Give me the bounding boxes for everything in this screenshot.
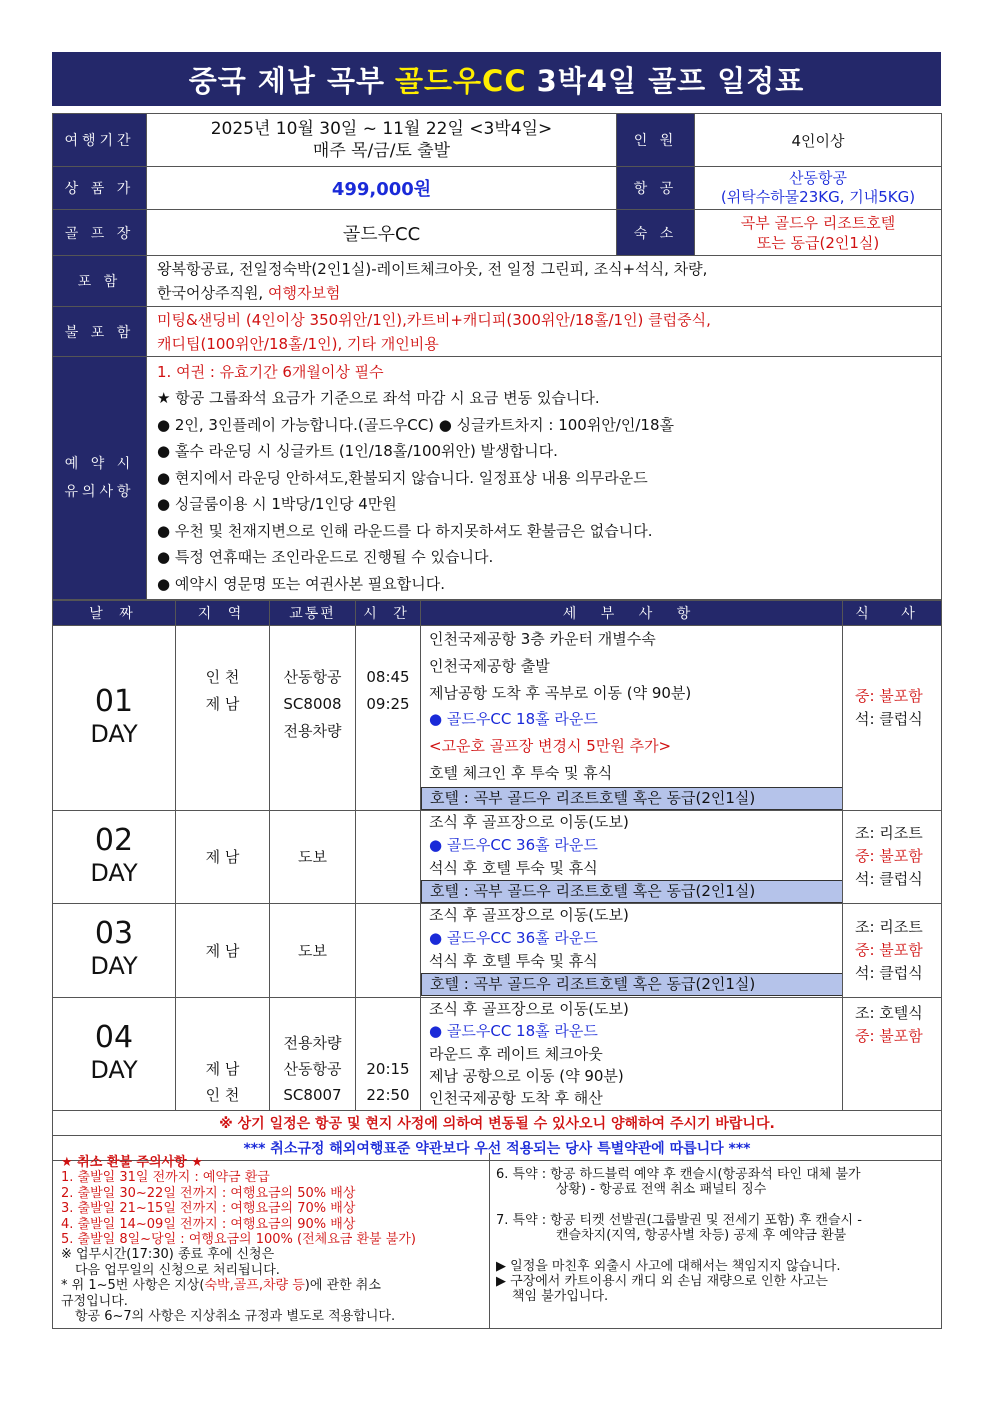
golf-round-text: 골드우CC 36홀 라운드 — [446, 928, 598, 947]
period-label: 여행기간 — [53, 114, 147, 167]
period-line2: 매주 목/금/토 출발 — [312, 141, 451, 161]
header-transport: 교통편 — [270, 601, 356, 626]
meal-item: 석: 클럽식 — [855, 963, 923, 982]
hours-note: 다음 업무일의 신청으로 처리됩니다. — [75, 1262, 280, 1278]
region-item: 인 천 — [205, 1085, 240, 1104]
region-item: 제 남 — [205, 694, 240, 713]
period-line1: 2025년 10월 30일 ~ 11월 22일 <3박4일> — [210, 119, 553, 139]
note-item: ● 예약시 영문명 또는 여권사본 필요합니다. — [157, 574, 446, 593]
note-item: ★ 항공 그룹좌석 요금가 기준으로 좌석 마감 시 요금 변동 있습니다. — [157, 389, 600, 408]
day-num: 04 — [94, 1019, 134, 1055]
day-row-3 — [53, 903, 942, 997]
transport-item: 산동항공 — [283, 667, 342, 686]
bullet-icon: ● — [429, 710, 443, 729]
day1-transport — [270, 626, 356, 811]
exclude-line1: 미팅&샌딩비 (4인이상 350위안/1인),카트비+캐디피(300위안/18홀/1인) 클럽중식, — [157, 310, 711, 329]
day2-details — [421, 810, 843, 903]
day2-time — [356, 810, 421, 903]
meal-item: 중: 불포함 — [855, 847, 923, 866]
day-num: 03 — [94, 916, 134, 952]
meal-item: 조: 리조트 — [855, 917, 923, 936]
transport-item: 전용차량 — [283, 1033, 342, 1052]
schedule-table — [52, 600, 942, 1161]
schedule-change-notice: ※ 상기 일정은 항공 및 현지 사정에 의하여 변동될 수 있사오니 양해하여 주시기 바랍니다. — [53, 1110, 942, 1135]
cancel-item: 4. 출발일 14~09일 전까지 : 여행요금의 90% 배상 — [61, 1216, 356, 1232]
note-item: ● 홀수 라운딩 시 싱글카트 (1인/18홀/100위안) 발생합니다. — [157, 442, 558, 461]
meal-item: 석: 클럽식 — [855, 709, 923, 728]
golf-round — [421, 706, 842, 733]
meal-item: 조: 리조트 — [855, 824, 923, 843]
day1-meals — [843, 626, 942, 811]
header-meals: 식 사 — [843, 601, 942, 626]
region-item: 인 천 — [205, 667, 240, 686]
day-number-2 — [53, 810, 176, 903]
detail-line: 제남 공항으로 이동 (약 90분) — [429, 1067, 624, 1085]
ground-note — [61, 1278, 491, 1293]
golf-round-text: 골드우CC 18홀 라운드 — [446, 1022, 598, 1041]
day-number-4 — [53, 997, 176, 1110]
golf-round-text: 골드우CC 36홀 라운드 — [446, 835, 598, 854]
golf-round — [421, 834, 842, 857]
notes-label — [53, 357, 147, 600]
ground-note-d: 항공 6~7의 사항은 지상취소 규정과 별도로 적용합니다. — [75, 1309, 396, 1325]
day3-time — [356, 903, 421, 997]
exclude-value — [147, 307, 942, 357]
note-item: 1. 여권 : 유효기간 6개월이상 필수 — [157, 362, 384, 381]
golf-round-text: 골드우CC 18홀 라운드 — [446, 710, 598, 729]
notes-label-line2: 유의사항 — [64, 484, 135, 500]
day3-meals — [843, 903, 942, 997]
bullet-icon: ● — [429, 928, 443, 947]
include-insurance: 여행자보험 — [267, 284, 341, 302]
day-unit: DAY — [90, 1055, 138, 1084]
title-pre: 중국 제남 곡부 — [188, 63, 385, 98]
bullet-icon: ● — [429, 1022, 443, 1041]
day3-details — [421, 903, 843, 997]
cancellation-rules — [61, 1155, 491, 1324]
meal-item: 석: 클럽식 — [855, 870, 923, 889]
day2-transport: 도보 — [270, 810, 356, 903]
period-value — [147, 114, 617, 167]
cancel-item: 1. 출발일 31일 전까지 : 예약금 환급 — [61, 1170, 270, 1186]
day4-transport — [270, 997, 356, 1110]
day2-region: 제 남 — [176, 810, 270, 903]
note-item: ● 현지에서 라운딩 안하셔도,환불되지 않습니다. 일정표상 내용 의무라운드 — [157, 468, 648, 487]
airline-line2: (위탁수하물23KG, 기내5KG) — [720, 188, 916, 206]
note-item: ● 2인, 3인플레이 가능합니다.(골드우CC) ● 싱글카트차지 : 100위안/인/18홀 — [157, 415, 674, 434]
detail-line: 석식 후 호텔 투숙 및 휴식 — [429, 858, 598, 877]
include-line2 — [157, 281, 941, 305]
header-time: 시 간 — [356, 601, 421, 626]
cancel-policy-notice: *** 취소규정 해외여행표준 약관보다 우선 적용되는 당사 특별약관에 따릅니다 *** — [53, 1135, 942, 1160]
price-value: 499,000원 — [147, 167, 617, 210]
term-7: 7. 특약 : 항공 티켓 선발권(그룹발권 및 전세기 포함) 후 캔슬시 - — [496, 1212, 862, 1228]
hotel-value — [695, 210, 942, 256]
detail-line: 라운드 후 레이트 체크아웃 — [429, 1044, 603, 1063]
golf-round — [421, 927, 842, 950]
people-label: 인 원 — [617, 114, 695, 167]
cancel-item: 5. 출발일 8일~당일 : 여행요금의 100% (전체요금 환불 불가) — [61, 1232, 416, 1248]
transport-item: 산동항공 — [283, 1059, 342, 1078]
day-num: 01 — [94, 683, 134, 719]
time-item: 08:45 — [366, 667, 410, 686]
day-number-3 — [53, 903, 176, 997]
day-row-1 — [53, 626, 942, 811]
detail-line: 석식 후 호텔 투숙 및 휴식 — [429, 951, 598, 970]
day4-details — [421, 997, 843, 1110]
exclude-line2: 캐디팁(100위안/18홀/1인), 기타 개인비용 — [157, 334, 439, 353]
day4-region — [176, 997, 270, 1110]
exclude-label: 불 포 함 — [53, 307, 147, 357]
time-item: 09:25 — [366, 694, 410, 713]
bullet-icon: ● — [429, 835, 443, 854]
detail-line: 제남공항 도착 후 곡부로 이동 (약 90분) — [429, 683, 692, 702]
price-label: 상 품 가 — [53, 167, 147, 210]
note-item: ● 우천 및 천재지변으로 인해 라운드를 다 하지못하셔도 환불금은 없습니다. — [157, 521, 653, 540]
include-line2-text: 한국어상주직원, — [157, 284, 268, 302]
day1-details — [421, 626, 843, 811]
meal-item: 중: 불포함 — [855, 1026, 923, 1045]
header-region: 지 역 — [176, 601, 270, 626]
day3-region: 제 남 — [176, 903, 270, 997]
transport-item: SC8008 — [283, 694, 342, 713]
golf-value: 골드우CC — [147, 210, 617, 256]
day-row-2 — [53, 810, 942, 903]
note-item: ● 특정 연휴때는 조인라운드로 진행될 수 있습니다. — [157, 548, 494, 567]
detail-line: 인천국제공항 출발 — [429, 656, 550, 675]
include-line1: 왕복항공료, 전일정숙박(2인1실)-레이트체크아웃, 전 일정 그린피, 조식+석식, 차량, — [157, 260, 708, 278]
golf-round — [421, 1020, 842, 1042]
day-unit: DAY — [90, 719, 138, 748]
airline-label: 항 공 — [617, 167, 695, 210]
detail-line: 조식 후 골프장으로 이동(도보) — [429, 999, 629, 1018]
hotel-bar: 호텔 : 곡부 골드우 리조트호텔 혹은 동급(2인1실) — [421, 973, 843, 996]
day3-transport: 도보 — [270, 903, 356, 997]
title-banner — [52, 52, 941, 106]
detail-line: 조식 후 골프장으로 이동(도보) — [429, 812, 629, 831]
hotel-line2: 또는 동급(2인1실) — [756, 233, 880, 252]
info-table — [52, 113, 942, 600]
transport-item: SC8007 — [283, 1085, 342, 1104]
day2-meals — [843, 810, 942, 903]
hotel-line1: 곡부 골드우 리조트호텔 — [740, 213, 896, 232]
notes-label-line1: 예 약 시 — [64, 456, 135, 472]
meal-item: 중: 불포함 — [855, 686, 923, 705]
term-9: ▶ 구장에서 카트이용시 캐디 외 손님 재량으로 인한 사고는 — [496, 1274, 828, 1290]
detail-line: 호텔 체크인 후 투숙 및 휴식 — [429, 763, 613, 782]
day-num: 02 — [94, 822, 134, 858]
ground-note-c: 규정입니다. — [61, 1293, 128, 1309]
hotel-label: 숙 소 — [617, 210, 695, 256]
transport-item: 전용차량 — [283, 721, 342, 740]
time-item: 22:50 — [366, 1085, 410, 1104]
region-item: 제 남 — [205, 1059, 240, 1078]
day4-time — [356, 997, 421, 1110]
day-unit: DAY — [90, 858, 138, 887]
people-value: 4인이상 — [695, 114, 942, 167]
schedule-header — [53, 601, 942, 626]
hotel-bar: 호텔 : 곡부 골드우 리조트호텔 혹은 동급(2인1실) — [421, 787, 843, 810]
include-label: 포 함 — [53, 256, 147, 307]
ground-note-a: * 위 1~5번 사항은 지상( — [61, 1278, 205, 1294]
day-number-1 — [53, 626, 176, 811]
term-7-cont: 캔슬차지(지역, 항공사별 차등) 공제 후 예약금 환불 — [556, 1228, 847, 1244]
day1-region — [176, 626, 270, 811]
cancel-item: 3. 출발일 21~15일 전까지 : 여행요금의 70% 배상 — [61, 1201, 356, 1217]
term-9-cont: 책임 불가입니다. — [512, 1289, 609, 1305]
day4-meals — [843, 997, 942, 1110]
ground-note-red: 숙박,골프,차량 등 — [204, 1278, 305, 1294]
course-change-note: <고운호 골프장 변경시 5만원 추가> — [429, 737, 672, 756]
term-6: 6. 특약 : 항공 하드블럭 예약 후 캔슬시(항공좌석 타인 대체 불가 — [496, 1167, 861, 1182]
time-item: 20:15 — [366, 1059, 410, 1078]
header-date: 날 짜 — [53, 601, 176, 626]
meal-item: 중: 불포함 — [855, 940, 923, 959]
day-unit: DAY — [90, 952, 138, 981]
hotel-bar: 호텔 : 곡부 골드우 리조트호텔 혹은 동급(2인1실) — [421, 880, 843, 903]
hours-note: ※ 업무시간(17:30) 종료 후에 신청은 — [61, 1247, 275, 1263]
special-terms — [489, 1153, 941, 1328]
title-post: 3박4일 골프 일정표 — [536, 63, 805, 98]
day1-time — [356, 626, 421, 811]
detail-line: 조식 후 골프장으로 이동(도보) — [429, 905, 629, 924]
golf-label: 골 프 장 — [53, 210, 147, 256]
term-8: ▶ 일정을 마친후 외출시 사고에 대해서는 책임지지 않습니다. — [496, 1258, 841, 1274]
title-highlight: 골드우CC — [395, 63, 527, 98]
notes-list — [147, 357, 942, 600]
header-details: 세 부 사 항 — [421, 601, 843, 626]
airline-value — [695, 167, 942, 210]
detail-line: 인천국제공항 3층 카운터 개별수속 — [429, 630, 656, 648]
include-value — [147, 256, 942, 307]
cancellation-box — [52, 1153, 942, 1329]
note-item: ● 싱글룸이용 시 1박당/1인당 4만원 — [157, 495, 397, 514]
cancel-item: 2. 출발일 30~22일 전까지 : 여행요금의 50% 배상 — [61, 1185, 356, 1201]
ground-note-b: )에 관한 취소 — [304, 1278, 381, 1294]
meal-item: 조: 호텔식 — [855, 1003, 923, 1022]
detail-line: 인천국제공항 도착 후 해산 — [429, 1089, 603, 1108]
cancel-title: ★ 취소 환불 주의사항 ★ — [61, 1155, 203, 1170]
airline-line1: 산동항공 — [789, 169, 847, 187]
term-6-cont: 상황) - 항공료 전액 취소 패널티 징수 — [556, 1182, 767, 1198]
day-row-4 — [53, 997, 942, 1110]
